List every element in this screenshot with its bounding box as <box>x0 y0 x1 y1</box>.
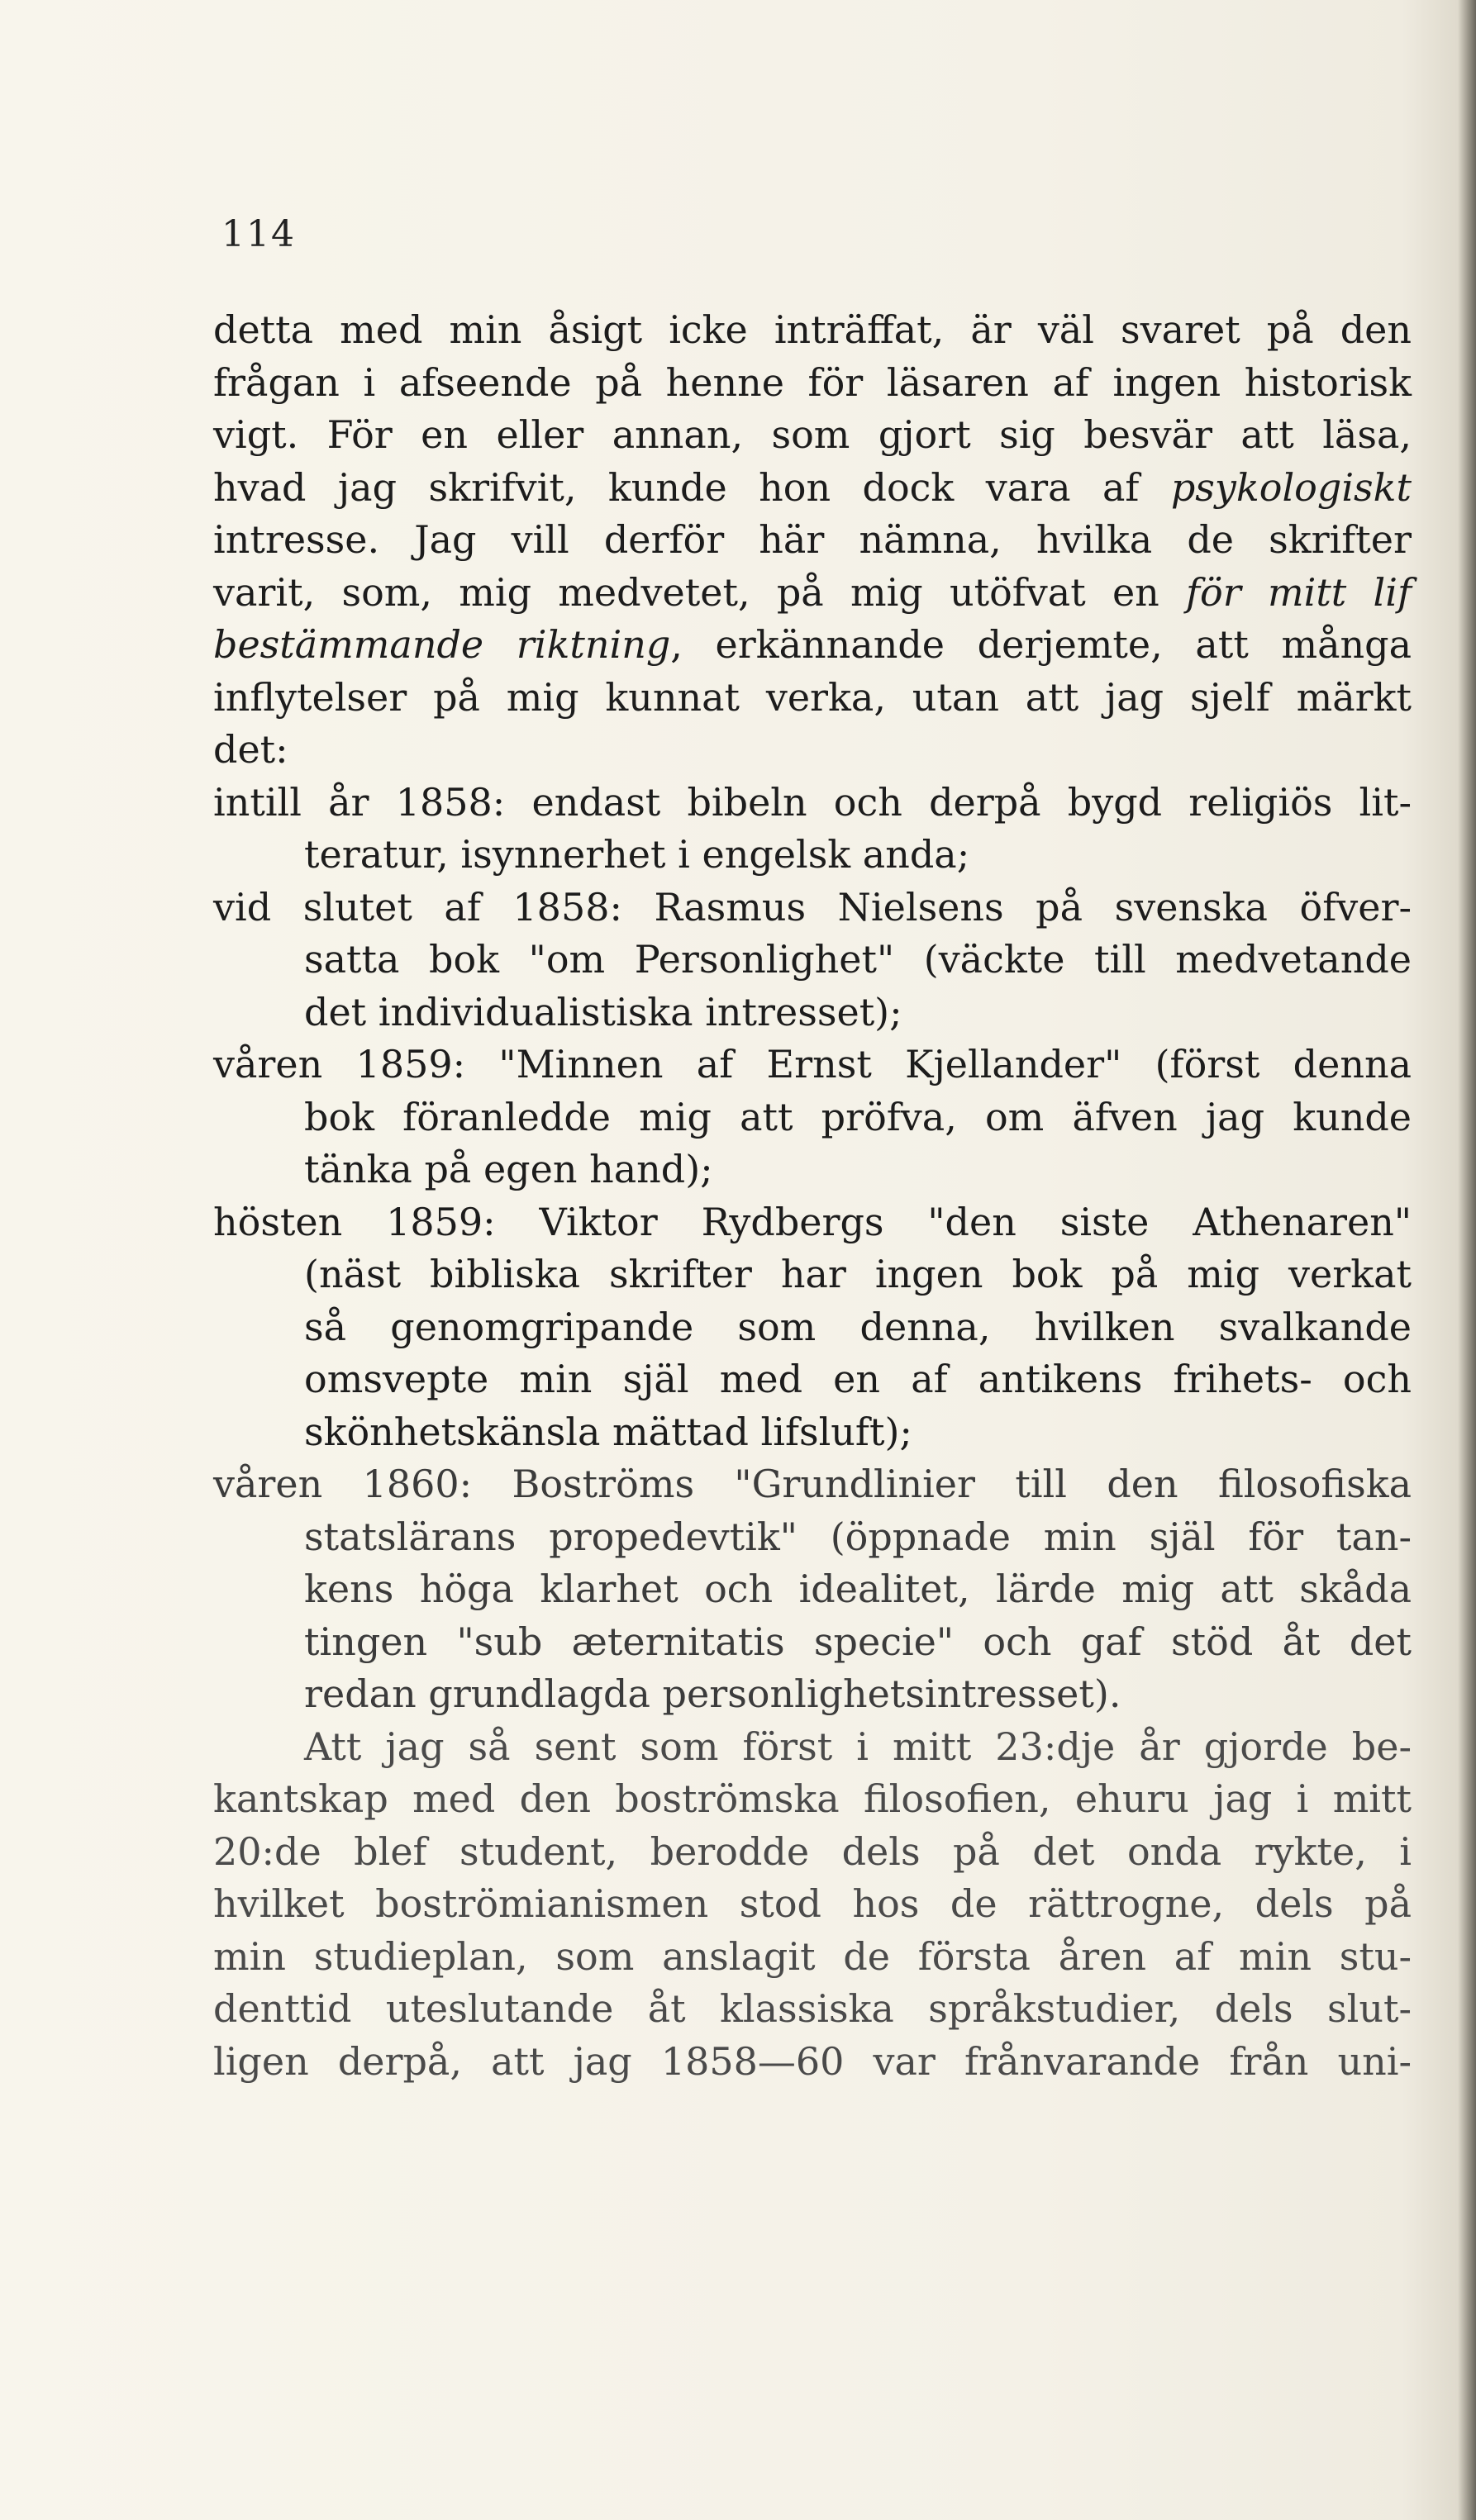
text-segment: så genomgripande som denna, hvilken svalkande <box>304 1304 1412 1349</box>
text-line <box>213 1091 1412 1144</box>
text-segment: frågan i afseende på henne för läsaren af ingen historisk <box>213 359 1412 405</box>
text-segment: skönhetskänsla mättad lifsluft); <box>304 1409 912 1454</box>
page-number: 114 <box>221 213 296 255</box>
text-line <box>213 409 1412 462</box>
text-line <box>213 357 1412 410</box>
text-line <box>213 1668 1412 1721</box>
text-line <box>213 724 1412 777</box>
text-segment: redan grundlagda personlighetsintresset). <box>304 1671 1121 1716</box>
text-segment: våren 1859: "Minnen af Ernst Kjellander" (först denna <box>213 1042 1412 1086</box>
text-line <box>213 1406 1412 1459</box>
page-edge-shadow <box>1458 0 1476 2520</box>
text-line <box>213 1773 1412 1826</box>
text-segment: detta med min åsigt icke inträffat, är väl svaret på den <box>213 307 1412 352</box>
text-segment: intill år 1858: endast bibeln och derpå bygd religiös lit- <box>213 779 1412 825</box>
text-line <box>213 1511 1412 1564</box>
text-line <box>213 619 1412 672</box>
text-segment: inflytelser på mig kunnat verka, utan att jag sjelf märkt <box>213 674 1412 720</box>
text-segment: denttid uteslutande åt klassiska språkstudier, dels slut- <box>213 1986 1412 2031</box>
text-line <box>213 934 1412 987</box>
text-line <box>213 1721 1412 1774</box>
text-line <box>213 1144 1412 1196</box>
text-line <box>213 1826 1412 1879</box>
text-segment: kantskap med den boströmska filosofien, ehuru jag i mitt <box>213 1776 1412 1821</box>
text-line <box>213 1301 1412 1354</box>
text-segment: satta bok "om Personlighet" (väckte till medvetande <box>304 937 1412 982</box>
text-line <box>213 987 1412 1039</box>
text-segment: kens höga klarhet och idealitet, lärde mig att skåda <box>304 1567 1412 1611</box>
text-line <box>213 1353 1412 1406</box>
text-segment: , erkännande derjemte, att många <box>670 622 1412 667</box>
text-line <box>213 1616 1412 1669</box>
text-segment: 20:de blef student, berodde dels på det onda rykte, i <box>213 1828 1412 1874</box>
text-line <box>213 1039 1412 1091</box>
text-segment: teratur, isynnerhet i engelsk anda; <box>304 832 970 877</box>
text-segment: hvad jag skrifvit, kunde hon dock vara af <box>213 464 1171 510</box>
text-segment: tingen "sub æternitatis specie" och gaf stöd åt det <box>304 1619 1412 1664</box>
text-line <box>213 1931 1412 1984</box>
text-segment: vigt. För en eller annan, som gjort sig besvär att läsa, <box>213 412 1412 457</box>
text-line <box>213 1196 1412 1249</box>
text-line <box>213 462 1412 515</box>
text-segment: Att jag så sent som först i mitt 23:dje år gjorde be- <box>304 1724 1412 1769</box>
text-segment: min studieplan, som anslagit de första åren af min stu- <box>213 1933 1412 1979</box>
italic-text: bestämmande riktning <box>213 622 671 667</box>
text-segment: intresse. Jag vill derför här nämna, hvilka de skrifter <box>213 517 1412 562</box>
text-segment: hösten 1859: Viktor Rydbergs "den siste Athenaren" <box>213 1199 1412 1244</box>
text-segment: omsvepte min själ med en af antikens frihets- och <box>304 1357 1412 1401</box>
text-line <box>213 829 1412 882</box>
body-text <box>213 304 1412 2088</box>
text-line <box>213 1248 1412 1301</box>
text-line <box>213 1983 1412 2036</box>
italic-text: för mitt lif <box>1186 569 1412 615</box>
text-segment: (näst bibliska skrifter har ingen bok på mig verkat <box>304 1252 1412 1296</box>
text-line <box>213 514 1412 567</box>
text-line <box>213 567 1412 620</box>
text-segment: statslärans propedevtik" (öppnade min själ för tan- <box>304 1514 1412 1559</box>
text-line <box>213 2036 1412 2089</box>
text-segment: varit, som, mig medvetet, på mig utöfvat en <box>213 569 1187 615</box>
text-segment: vid slutet af 1858: Rasmus Nielsens på svenska öfver- <box>213 884 1412 930</box>
text-segment: det: <box>213 727 288 772</box>
text-segment: hvilket boströmianismen stod hos de rättrogne, dels på <box>213 1881 1412 1926</box>
text-line <box>213 1878 1412 1931</box>
text-line <box>213 672 1412 725</box>
text-line <box>213 1563 1412 1616</box>
text-segment: bok föranledde mig att pröfva, om äfven jag kunde <box>304 1094 1412 1139</box>
text-segment: våren 1860: Boströms "Grundlinier till den filosofiska <box>213 1462 1412 1506</box>
text-segment: det individualistiska intresset); <box>304 989 902 1034</box>
text-line <box>213 777 1412 830</box>
text-segment: tänka på egen hand); <box>304 1147 713 1191</box>
italic-text: psykologiskt <box>1170 464 1412 510</box>
text-line <box>213 304 1412 357</box>
text-line <box>213 1458 1412 1511</box>
text-segment: ligen derpå, att jag 1858—60 var frånvarande från uni- <box>213 2038 1412 2084</box>
text-line <box>213 882 1412 934</box>
